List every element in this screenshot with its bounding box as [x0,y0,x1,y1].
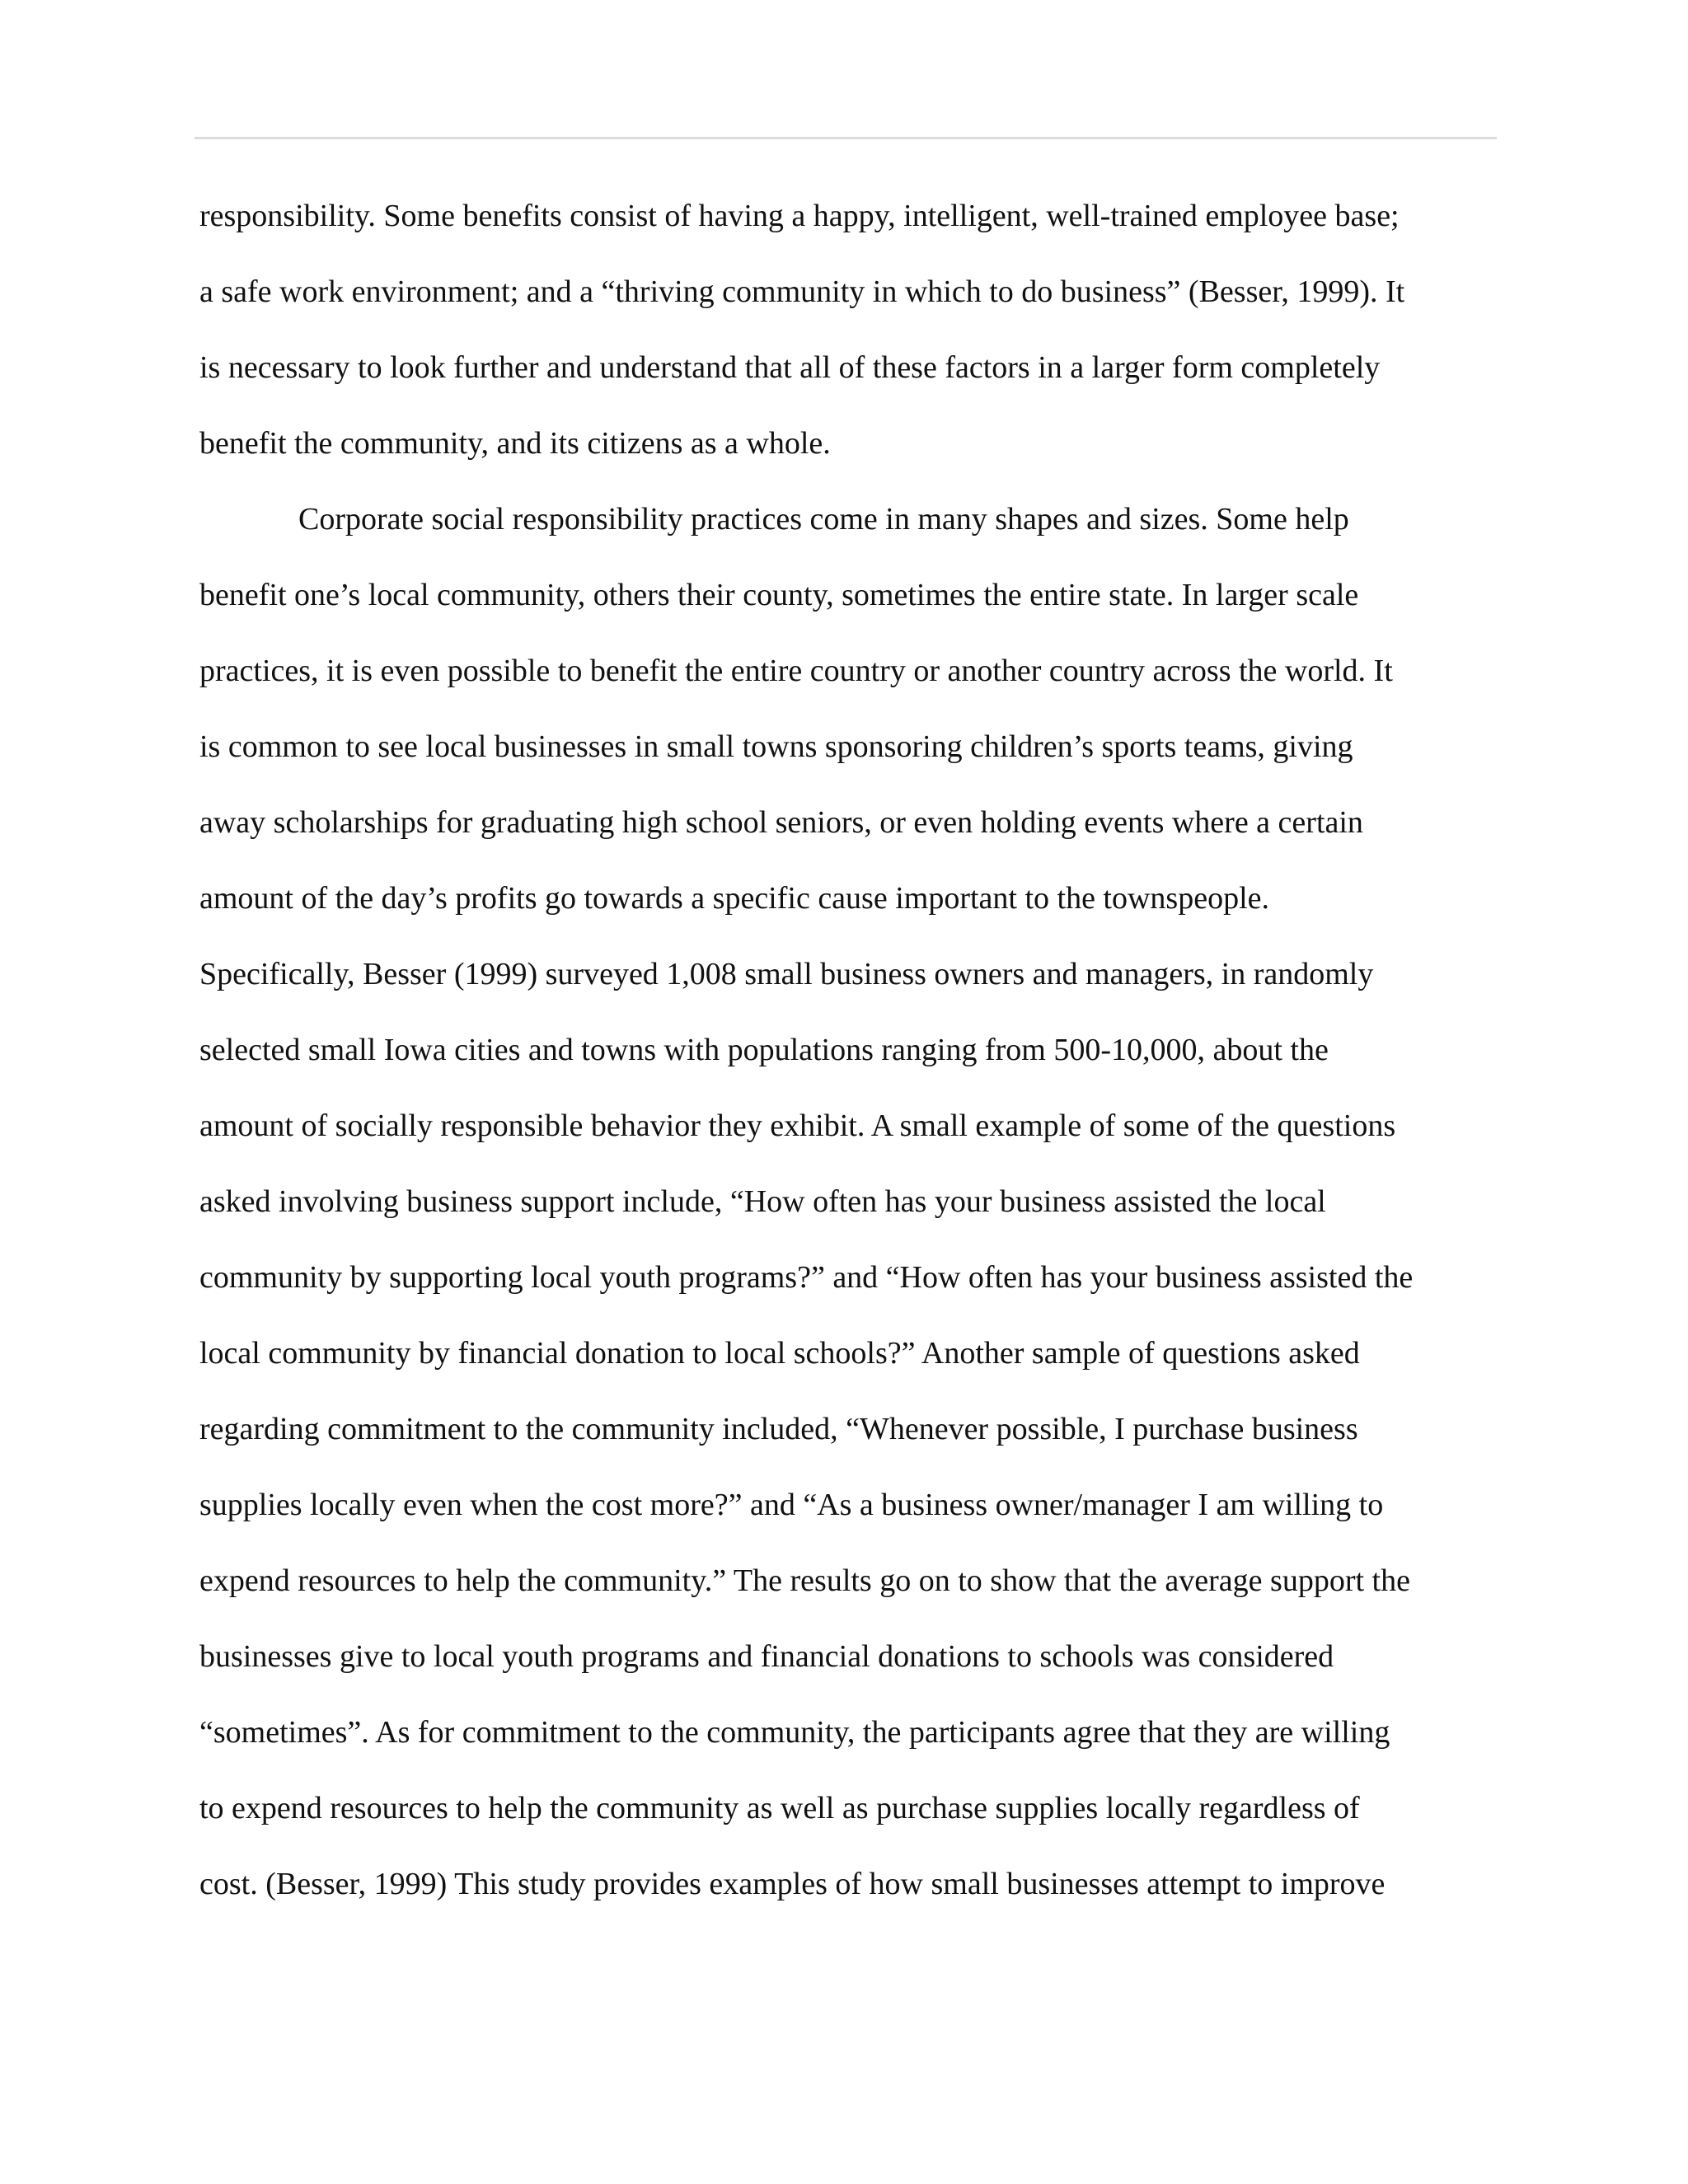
text-line: asked involving business support include, “How often has your business assisted the local [199,1184,1326,1219]
text-line: a safe work environment; and a “thriving community in which to do business” (Besser, 1999). It [199,274,1405,309]
text-line: Specifically, Besser (1999) surveyed 1,008 small business owners and managers, in randomly [199,957,1374,991]
text-line: amount of the day’s profits go towards a specific cause important to the townspeople. [199,881,1270,916]
body-text [199,193,1518,1937]
text-line: amount of socially responsible behavior they exhibit. A small example of some of the questions [199,1108,1396,1143]
paragraph-first-line: Corporate social responsibility practices come in many shapes and sizes. Some help [298,502,1349,537]
text-line: local community by financial donation to local schools?” Another sample of questions asked [199,1336,1360,1371]
text-line: supplies locally even when the cost more?” and “As a business owner/manager I am willing to [199,1488,1384,1522]
text-line: responsibility. Some benefits consist of having a happy, intelligent, well-trained employee base; [199,199,1400,233]
text-line: “sometimes”. As for commitment to the community, the participants agree that they are willing [199,1715,1390,1750]
text-line: benefit the community, and its citizens as a whole. [199,426,831,461]
text-line: to expend resources to help the community as well as purchase supplies locally regardless of [199,1791,1360,1825]
header-divider [195,137,1497,139]
text-line: expend resources to help the community.” The results go on to show that the average support the [199,1563,1410,1598]
text-line: away scholarships for graduating high school seniors, or even holding events where a certain [199,805,1363,840]
text-line: community by supporting local youth programs?” and “How often has your business assisted the [199,1260,1414,1295]
text-line: is necessary to look further and understand that all of these factors in a larger form completely [199,350,1381,385]
text-line: businesses give to local youth programs and financial donations to schools was considered [199,1639,1334,1674]
text-line: regarding commitment to the community included, “Whenever possible, I purchase business [199,1412,1358,1446]
text-line: is common to see local businesses in small towns sponsoring children’s sports teams, giving [199,729,1353,764]
text-line: benefit one’s local community, others their county, sometimes the entire state. In larger scale [199,578,1359,612]
text-line: practices, it is even possible to benefit the entire country or another country across the world. It [199,654,1393,688]
text-line: selected small Iowa cities and towns with populations ranging from 500-10,000, about the [199,1033,1329,1067]
text-line: cost. (Besser, 1999) This study provides examples of how small businesses attempt to improve [199,1867,1386,1901]
